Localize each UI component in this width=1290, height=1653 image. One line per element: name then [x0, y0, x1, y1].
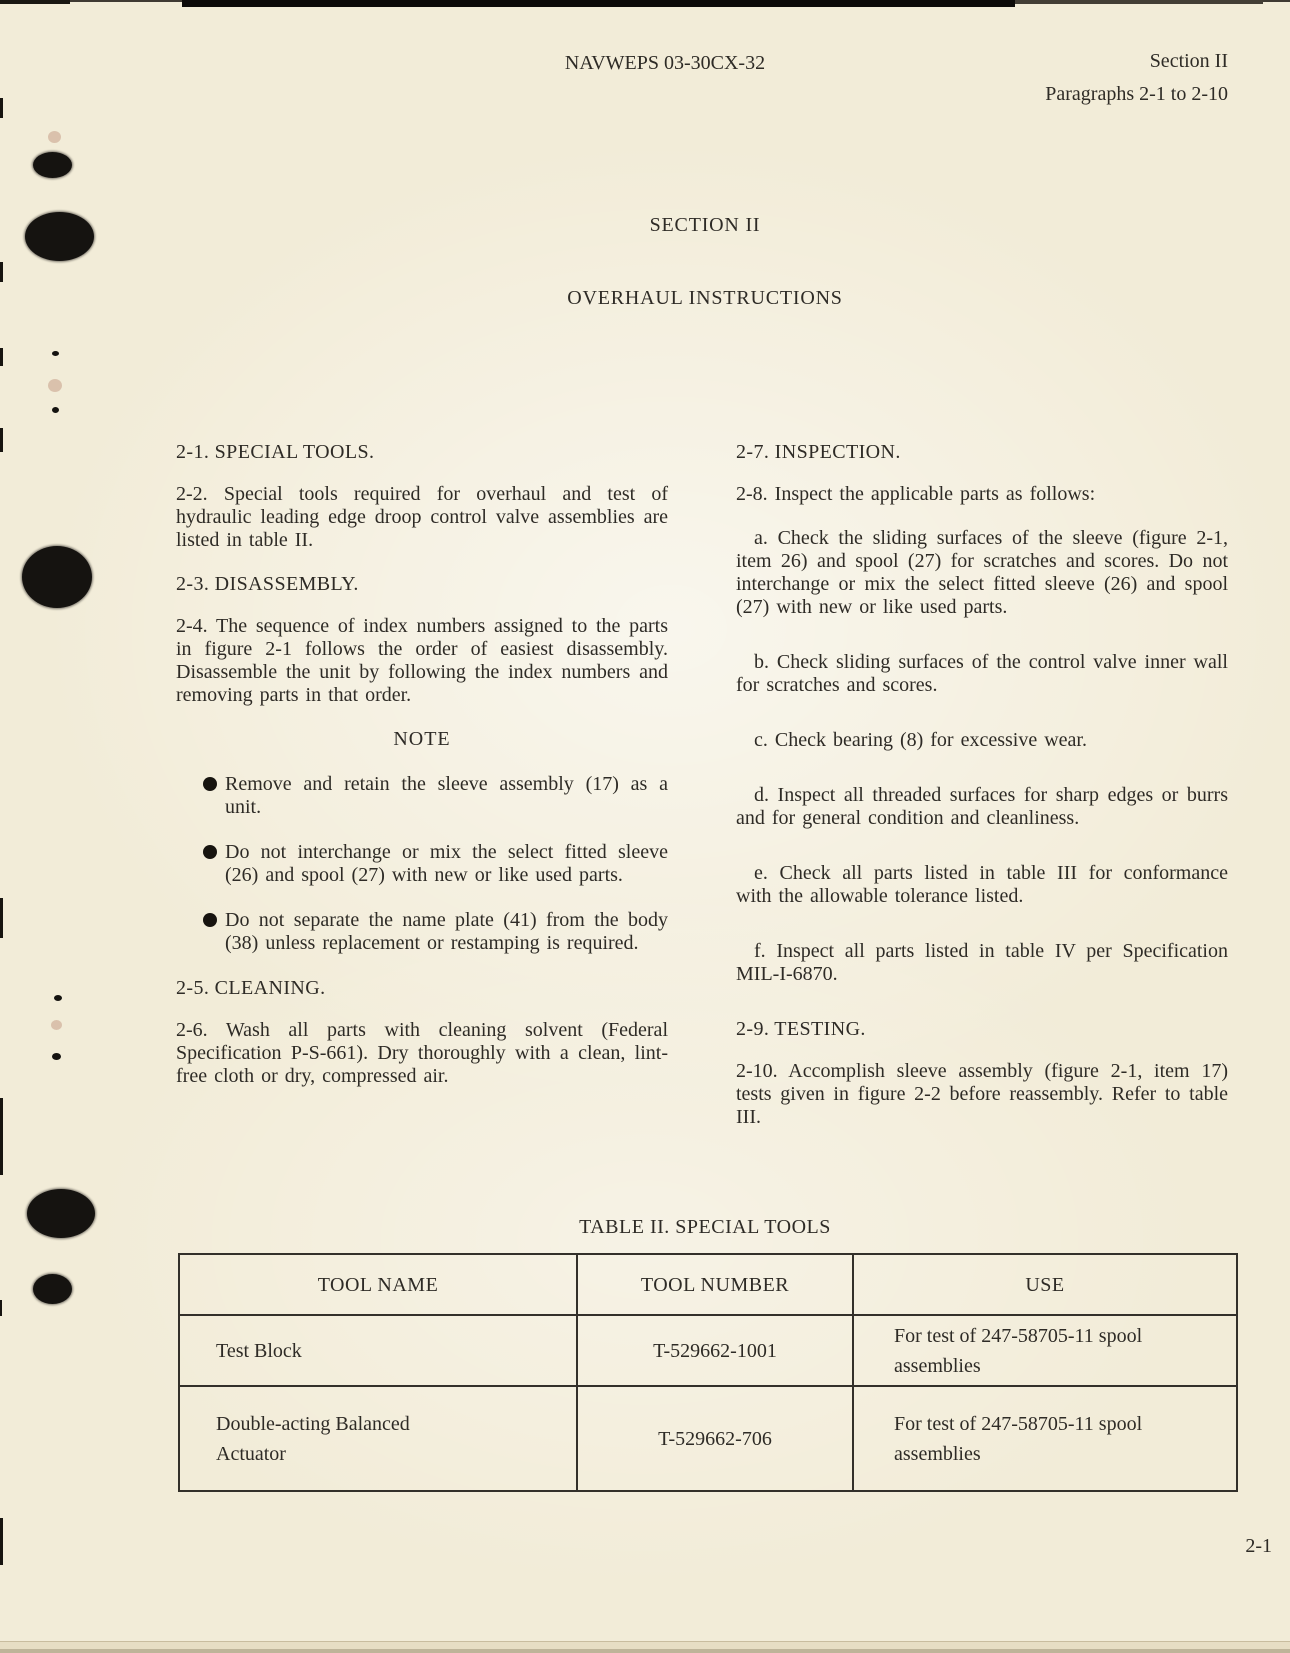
header-doc-number: NAVWEPS 03-30CX-32	[564, 52, 766, 74]
binder-hole-mark	[33, 1274, 72, 1304]
inspection-item-d: d. Inspect all threaded surfaces for sharp edges or burrs and for general condition and cleanliness.	[736, 784, 1228, 829]
scan-top-bar-right	[1015, 0, 1263, 4]
binder-hole-mark	[25, 212, 94, 261]
scan-top-bar-left	[0, 0, 70, 4]
cell-use: For test of 247-58705-11 spool assemblies	[853, 1386, 1237, 1491]
table-row	[179, 1315, 1237, 1386]
ink-speck	[52, 1053, 61, 1060]
para-2-5-heading: 2-5. CLEANING.	[176, 977, 326, 999]
col-header-tool-number: TOOL NUMBER	[577, 1254, 853, 1315]
scan-top-bar	[182, 0, 1015, 7]
scan-left-edge-mark	[0, 1098, 3, 1175]
scan-left-edge-mark	[0, 898, 3, 938]
inspection-item-e: e. Check all parts listed in table III for conformance with the allowable tolerance listed.	[736, 862, 1228, 907]
para-2-7-heading: 2-7. INSPECTION.	[736, 441, 901, 463]
inspection-item-a: a. Check the sliding surfaces of the sleeve (figure 2-1, item 26) and spool (27) for scratches and scores. Do not interchange or mix the select fitted sleeve (26) and spool (27) with new or like used parts.	[736, 527, 1228, 618]
right-column	[736, 441, 1228, 1150]
para-2-8: 2-8. Inspect the applicable parts as follows:	[736, 483, 1096, 505]
scan-bottom-edge-line	[0, 1649, 1290, 1653]
bullet-icon	[203, 913, 217, 927]
binder-hole-mark	[33, 152, 72, 178]
cell-tool-number: T-529662-706	[577, 1386, 853, 1491]
cell-tool-name: Double-acting Balanced Actuator	[179, 1386, 577, 1491]
inspection-item-c: c. Check bearing (8) for excessive wear.	[754, 729, 1087, 751]
para-2-1-heading: 2-1. SPECIAL TOOLS.	[176, 441, 375, 463]
scan-left-edge-mark	[0, 428, 3, 452]
scan-left-edge-mark	[0, 1300, 2, 1316]
binder-hole-mark	[22, 546, 92, 608]
cell-tool-number: T-529662-1001	[577, 1315, 853, 1386]
table-header-row	[179, 1254, 1237, 1315]
cell-use: For test of 247-58705-11 spool assemblies	[853, 1315, 1237, 1386]
para-2-4: 2-4. The sequence of index numbers assigned to the parts in figure 2-1 follows the order of easiest disassembly. Disassemble the unit by following the index numbers and removing parts in that order.	[176, 615, 668, 706]
scan-left-edge-mark	[0, 1518, 3, 1565]
note-bullet-item	[176, 841, 668, 887]
paper-stain	[48, 379, 62, 392]
page-number: 2-1	[1245, 1535, 1272, 1557]
para-2-9-heading: 2-9. TESTING.	[736, 1018, 866, 1040]
note-bullet-text: Remove and retain the sleeve assembly (17) as a unit.	[225, 773, 668, 818]
scan-left-edge-mark	[0, 98, 3, 118]
header-paragraph-range: Paragraphs 2-1 to 2-10	[1045, 83, 1228, 105]
ink-speck	[52, 407, 59, 413]
col-header-use: USE	[853, 1254, 1237, 1315]
bullet-icon	[203, 777, 217, 791]
ink-speck	[52, 351, 59, 356]
para-2-3-heading: 2-3. DISASSEMBLY.	[176, 573, 359, 595]
scan-left-edge-mark	[0, 262, 3, 282]
inspection-item-b: b. Check sliding surfaces of the control valve inner wall for scratches and scores.	[736, 651, 1228, 696]
para-2-10: 2-10. Accomplish sleeve assembly (figure 2-1, item 17) tests given in figure 2-2 before reassembly. Refer to table III.	[736, 1060, 1228, 1128]
table-row	[179, 1386, 1237, 1491]
note-bullet-item	[176, 773, 668, 819]
para-2-2: 2-2. Special tools required for overhaul and test of hydraulic leading edge droop control valve assemblies are listed in table II.	[176, 483, 668, 551]
left-column	[176, 441, 668, 1109]
note-label: NOTE	[393, 728, 451, 750]
header-section-label: Section II	[1149, 50, 1228, 72]
para-2-6: 2-6. Wash all parts with cleaning solvent (Federal Specification P-S-661). Dry thoroughly with a clean, lint-free cloth or dry, compressed air.	[176, 1019, 668, 1087]
ink-speck	[54, 995, 62, 1001]
bullet-icon	[203, 845, 217, 859]
table-title: TABLE II. SPECIAL TOOLS	[579, 1216, 831, 1238]
col-header-tool-name: TOOL NAME	[179, 1254, 577, 1315]
binder-hole-mark	[27, 1189, 95, 1238]
special-tools-table	[178, 1253, 1238, 1492]
scan-left-edge-mark	[0, 348, 3, 366]
section-subtitle: OVERHAUL INSTRUCTIONS	[567, 287, 843, 309]
inspection-item-f: f. Inspect all parts listed in table IV per Specification MIL-I-6870.	[736, 940, 1228, 985]
note-bullet-text: Do not separate the name plate (41) from the body (38) unless replacement or restamping is required.	[225, 909, 668, 954]
paper-stain	[48, 131, 61, 143]
note-bullet-item	[176, 909, 668, 955]
paper-stain	[51, 1020, 62, 1030]
section-title: SECTION II	[649, 214, 761, 236]
note-bullet-text: Do not interchange or mix the select fitted sleeve (26) and spool (27) with new or like used parts.	[225, 841, 668, 886]
cell-tool-name: Test Block	[179, 1315, 577, 1386]
